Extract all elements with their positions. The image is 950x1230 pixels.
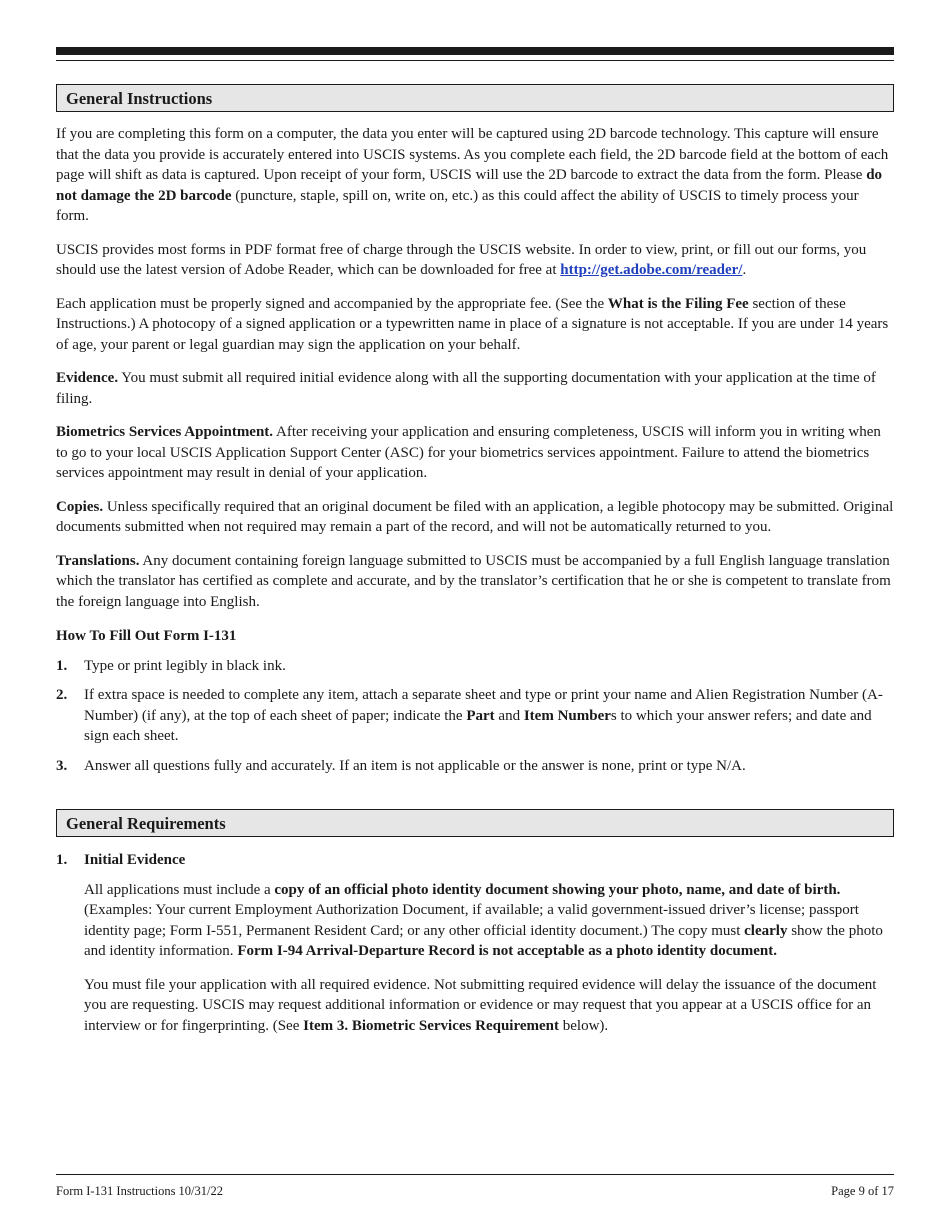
copies-label: Copies.	[56, 498, 104, 515]
footer-page-number: Page 9 of 17	[831, 1184, 894, 1198]
biometric-ref: Item 3. Biometric Services Requirement	[303, 1017, 560, 1034]
adobe-reader-link[interactable]: http://get.adobe.com/reader/	[560, 262, 743, 278]
evidence-text: You must submit all required initial evidence along with all the supporting documentation with your application at the time of filing.	[56, 370, 876, 407]
list-text: Answer all questions fully and accurately. If an item is not applicable or the answer is none, print or type N/A.	[84, 757, 746, 774]
initial-evidence-paragraph-2	[56, 975, 894, 1037]
pdf-text-a: USCIS provides most forms in PDF format free of charge through the USCIS website. In order to view, print, or fill out our forms, you should use the latest version of Adobe Reader, which can be downloaded for free at	[56, 241, 867, 278]
top-rule-thick	[56, 47, 894, 55]
list-text-a: If extra space is needed to complete any item, attach a separate sheet and type or print your name and Alien Registration Number (A-Number) (if any), at the top of each sheet of paper; indicate the	[84, 687, 883, 724]
copies-text: Unless specifically required that an original document be filed with an application, a legible photocopy may be submitted. Original documents submitted when not required may remain a part of the record, and will not be automatically returned to you.	[56, 498, 894, 535]
how-to-heading	[56, 626, 894, 647]
signature-text-a: Each application must be properly signed and accompanied by the appropriate fee. (See the	[56, 295, 608, 312]
barcode-text-b: (puncture, staple, spill on, write on, etc.) as this could affect the ability of USCIS to timely process your form.	[56, 187, 859, 224]
copies-paragraph	[56, 497, 894, 538]
footer-rule	[56, 1174, 894, 1175]
requirement-item	[56, 850, 894, 871]
biometrics-paragraph	[56, 422, 894, 484]
signature-text-b: section of these Instructions.) A photocopy of a signed application or a typewritten name in place of a signature is not acceptable. If you are under 14 years of age, your parent or legal guardian may sign the application on your behalf.	[56, 295, 889, 353]
evidence-p1-c: show the photo and identity information.	[84, 922, 883, 959]
translations-paragraph	[56, 551, 894, 613]
how-to-heading-text: How To Fill Out Form I-131	[56, 628, 237, 644]
list-text-b: s to which your answer refers; and date and sign each sheet.	[84, 707, 872, 744]
list-item	[56, 656, 894, 677]
barcode-paragraph	[56, 124, 894, 227]
biometrics-text: After receiving your application and ensuring completeness, USCIS will inform you in writing when to go to your local USCIS Application Support Center (ASC) for your biometrics services appointment. Failure to attend the biometrics services appointment may result in denial of your application.	[56, 424, 881, 481]
evidence-label: Evidence.	[56, 370, 119, 386]
list-number: 1.	[56, 657, 68, 674]
list-text: Type or print legibly in black ink.	[84, 657, 286, 674]
section-header-general-requirements	[56, 809, 894, 837]
top-rule-thin	[56, 60, 894, 61]
evidence-p1-b: (Examples: Your current Employment Authorization Document, if available; a valid government-issued driver’s license; passport identity page; Form I-551, Permanent Resident Card; or any other official identity document.) The copy must	[84, 902, 859, 939]
biometrics-label: Biometrics Services Appointment.	[56, 424, 274, 440]
list-number: 3.	[56, 757, 68, 774]
evidence-p1-bold2: clearly	[744, 922, 788, 939]
barcode-warning: do not damage the 2D barcode	[56, 167, 883, 204]
evidence-paragraph	[56, 368, 894, 409]
section-title: General Requirements	[66, 814, 226, 833]
barcode-text-a: If you are completing this form on a computer, the data you enter will be captured using 2D barcode technology. This capture will ensure that the data you provide is accurately entered into USCIS systems. As you complete each field, the 2D barcode field at the bottom of each page will shift as data is captured. Upon receipt of your form, USCIS will use the 2D barcode to extract the data from the form. Please	[56, 126, 889, 183]
footer-form-label: Form I-131 Instructions 10/31/22	[56, 1184, 224, 1198]
item-number-ref: Item Number	[523, 707, 611, 724]
initial-evidence-heading: Initial Evidence	[84, 852, 186, 868]
part-ref: Part	[466, 707, 495, 724]
pdf-paragraph	[56, 240, 894, 281]
list-text-mid: and	[494, 707, 524, 724]
section-title: General Instructions	[66, 89, 213, 108]
list-item	[56, 756, 894, 777]
pdf-text-b: .	[742, 262, 747, 278]
filing-fee-ref: What is the Filing Fee	[607, 295, 749, 312]
list-number: 2.	[56, 687, 68, 703]
page-content	[56, 84, 894, 1036]
evidence-p1-a: All applications must include a	[84, 881, 275, 898]
initial-evidence-paragraph-1	[56, 880, 894, 962]
list-number: 1.	[56, 852, 68, 868]
translations-label: Translations.	[56, 552, 140, 569]
signature-paragraph	[56, 294, 894, 356]
list-item	[56, 685, 894, 747]
evidence-p1-bold1: copy of an official photo identity document showing your photo, name, and date of birth.	[274, 881, 841, 898]
translations-text: Any document containing foreign language submitted to USCIS must be accompanied by a full English language translation which the translator has certified as complete and accurate, and by the translator’s certification that he or she is competent to translate from the foreign language into English.	[56, 552, 891, 610]
evidence-p1-bold3: Form I-94 Arrival-Departure Record is not acceptable as a photo identity document.	[237, 943, 777, 959]
list-text	[84, 685, 894, 747]
evidence-p2-b: below).	[559, 1017, 609, 1034]
evidence-p2-a: You must file your application with all required evidence. Not submitting required evidence will delay the issuance of the document you are requesting. USCIS may request additional information or evidence or may request that you appear at a USCIS office for an interview or for fingerprinting. (See	[84, 976, 877, 1034]
section-header-general-instructions	[56, 84, 894, 112]
